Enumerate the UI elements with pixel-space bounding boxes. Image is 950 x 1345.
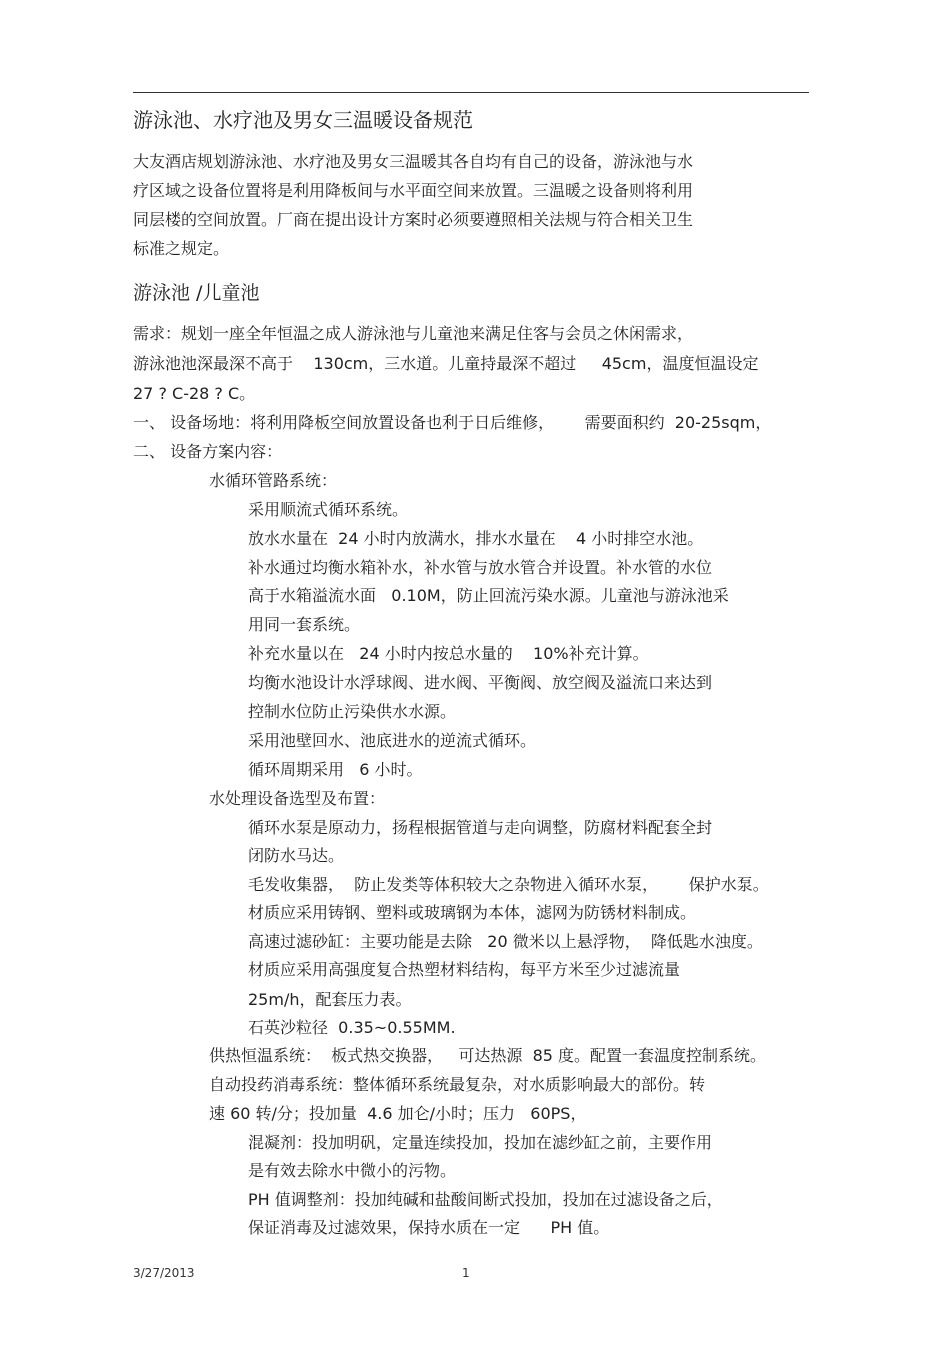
water-circulation-line: 高于水箱溢流水面 0.10M，防止回流污染水源。儿童池与游泳池采 (248, 586, 729, 605)
water-treatment-line: 闭防水马达。 (248, 846, 345, 865)
dosing-item-line: 混凝剂：投加明矾，定量连续投加，投加在滤纱缸之前，主要作用 (248, 1133, 713, 1152)
subheading-water-treatment: 水处理设备选型及布置： (209, 789, 386, 808)
water-treatment-line: 材质应采用铸钢、塑料或玻璃钢为本体，滤网为防锈材料制成。 (248, 903, 697, 922)
section-title: 游泳池 /儿童池 (133, 282, 260, 304)
document-title: 游泳池、水疗池及男女三温暖设备规范 (133, 108, 473, 132)
item-1: 一、 设备场地：将利用降板空间放置设备也利于日后维修， 需要面积约 20-25sqm， (133, 413, 772, 432)
requirement-line: 需求：规划一座全年恒温之成人游泳池与儿童池来满足住客与会员之休闲需求， (133, 324, 694, 343)
water-treatment-line: 毛发收集器， 防止发类等体积较大之杂物进入循环水泵， 保护水泵。 (248, 875, 769, 894)
intro-line: 标准之规定。 (133, 239, 230, 258)
water-treatment-line: 材质应采用高强度复合热塑材料结构，每平方米至少过滤流量 (248, 960, 681, 979)
dosing-item-line: PH 值调整剂：投加纯碱和盐酸间断式投加，投加在过滤设备之后， (248, 1190, 723, 1209)
requirement-line: 游泳池池深最深不高于 130cm，三水道。儿童持最深不超过 45cm，温度恒温设定 (133, 354, 759, 373)
footer-date: 3/27/2013 (133, 1266, 195, 1280)
water-circulation-line: 采用顺流式循环系统。 (248, 500, 409, 519)
water-circulation-line: 循环周期采用 6 小时。 (248, 760, 423, 779)
water-circulation-line: 控制水位防止污染供水水源。 (248, 702, 457, 721)
water-circulation-line: 补水通过均衡水箱补水，补水管与放水管合并设置。补水管的水位 (248, 558, 713, 577)
intro-line: 大友酒店规划游泳池、水疗池及男女三温暖其各自均有自己的设备，游泳池与水 (133, 152, 694, 171)
heating-system-line: 供热恒温系统： 板式热交换器， 可达热源 85 度。配置一套温度控制系统。 (209, 1046, 767, 1065)
water-circulation-line: 放水水量在 24 小时内放满水，排水水量在 4 小时排空水池。 (248, 529, 704, 548)
item-2: 二、 设备方案内容： (133, 442, 283, 461)
water-circulation-line: 采用池壁回水、池底进水的逆流式循环。 (248, 731, 537, 750)
dosing-item-line: 保证消毒及过滤效果，保持水质在一定 PH 值。 (248, 1218, 610, 1237)
water-circulation-line: 补充水量以在 24 小时内按总水量的 10%补充计算。 (248, 644, 649, 663)
footer-page-number: 1 (462, 1266, 470, 1280)
water-treatment-line: 25m/h，配套压力表。 (248, 990, 412, 1009)
water-treatment-line: 石英沙粒径 0.35~0.55MM. (248, 1018, 456, 1037)
water-treatment-line: 高速过滤砂缸：主要功能是去除 20 微米以上悬浮物， 降低匙水浊度。 (248, 932, 763, 951)
dosing-system-line: 自动投药消毒系统：整体循环系统最复杂，对水质影响最大的部份。转 (209, 1075, 706, 1094)
intro-line: 同层楼的空间放置。厂商在提出设计方案时必须要遵照相关法规与符合相关卫生 (133, 210, 694, 229)
water-circulation-line: 均衡水池设计水浮球阀、进水阀、平衡阀、放空阀及溢流口来达到 (248, 673, 713, 692)
dosing-item-line: 是有效去除水中微小的污物。 (248, 1161, 457, 1180)
intro-line: 疗区域之设备位置将是利用降板间与水平面空间来放置。三温暖之设备则将利用 (133, 181, 694, 200)
subheading-water-circulation: 水循环管路系统： (209, 471, 338, 490)
header-rule (133, 92, 809, 93)
water-treatment-line: 循环水泵是原动力，扬程根据管道与走向调整，防腐材料配套全封 (248, 818, 713, 837)
dosing-system-line: 速 60 转/分；投加量 4.6 加仑/小时；压力 60PS， (209, 1104, 587, 1123)
requirement-line: 27 ? C-28 ? C。 (133, 384, 256, 403)
water-circulation-line: 用同一套系统。 (248, 615, 361, 634)
